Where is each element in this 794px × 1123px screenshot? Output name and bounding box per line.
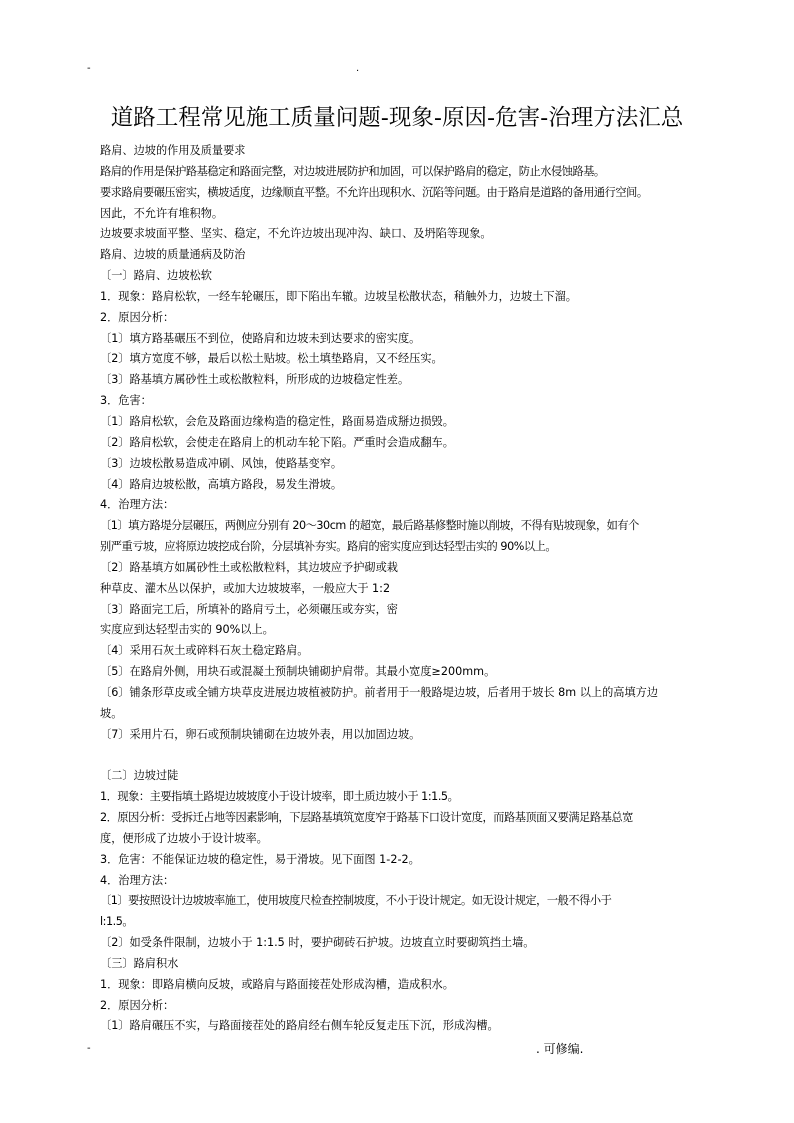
text-line: 路肩、边坡的质量通病及防治	[100, 248, 246, 262]
text-line: 要求路肩要碾压密实，横坡适度，边缘顺直平整。不允许出现积水、沉陷等问题。由于路肩是道路的备用通行空间。	[100, 185, 648, 199]
text-line: 〔1〕路肩松软，会危及路面边缘构造的稳定性，路面易造成掰边损毁。	[100, 414, 454, 428]
text-line: 2．原因分析：受拆迁占地等因素影响，下层路基填筑宽度窄于路基下口设计宽度，而路基顶面又要满足路基总宽	[100, 811, 633, 824]
text-line: 4．治理方法：	[100, 873, 175, 887]
text-line: 〔2〕如受条件限制，边坡小于 1:1.5 时，要护砌砖石护坡。边坡直立时要砌筑挡土墙。	[100, 936, 535, 950]
page-title: 道路工程常见施工质量问题-现象-原因-危害-治理方法汇总	[110, 105, 684, 131]
header-left-mark: -	[87, 63, 91, 74]
text-line: 别严重亏坡，应将原边坡挖成台阶，分层填补夯实。路肩的密实度应到达轻型击实的 90%以上。	[100, 540, 557, 554]
text-line: 路肩的作用是保护路基稳定和路面完整，对边坡进展防护和加固，可以保护路肩的稳定，防止水侵蚀路基。	[100, 164, 605, 178]
text-line: 〔1〕填方路基碾压不到位，使路肩和边坡未到达要求的密实度。	[100, 331, 421, 345]
text-line: 〔4〕采用石灰土或碎料石灰土稳定路肩。	[100, 644, 309, 658]
footer-left-mark: -	[87, 1043, 91, 1054]
text-line: 〔5〕在路肩外侧，用块石或混凝土预制块铺砌护肩带。其最小宽度≥200mm。	[100, 665, 496, 679]
text-line: 〔3〕边坡松散易造成冲刷、风蚀，使路基变窄。	[100, 456, 343, 470]
text-line: 1．现象：即路肩横向反坡，或路肩与路面接茬处形成沟槽，造成积水。	[100, 977, 454, 991]
text-line: 〔三〕路肩积水	[100, 956, 179, 970]
document-body	[100, 141, 700, 1037]
text-line: 4．治理方法：	[100, 498, 175, 512]
text-line: 〔2〕路基填方如属砂性土或松散粒料，其边坡应予护砌或栽	[100, 560, 398, 574]
text-line: 2．原因分析：	[100, 310, 175, 324]
text-line: 路肩、边坡的作用及质量要求	[100, 144, 246, 157]
text-line: 〔2〕路肩松软，会使走在路肩上的机动车轮下陷。严重时会造成翻车。	[100, 435, 454, 449]
text-line: 3．危害：	[100, 394, 152, 408]
text-line: 种草皮、灌木丛以保护，或加大边坡坡率，一般应大于 1:2	[100, 581, 391, 595]
text-line: 〔7〕采用片石，卵石或预制块铺砌在边坡外表，用以加固边坡。	[100, 727, 421, 741]
footer-editable-note: . 可修编.	[536, 1042, 584, 1056]
text-line: 〔2〕填方宽度不够，最后以松土贴坡。松土填垫路肩，又不经压实。	[100, 352, 443, 366]
text-line: 度，便形成了边坡小于设计坡率。	[100, 831, 268, 845]
text-line: 2．原因分析：	[100, 998, 175, 1012]
text-line: 实度应到达轻型击实的 90%以上。	[100, 623, 274, 637]
text-line: 〔6〕铺条形草皮或全铺方块草皮进展边坡植被防护。前者用于一般路堤边坡，后者用于坡长 8m 以上的高填方边	[100, 685, 659, 699]
text-line: l:1.5。	[100, 915, 134, 929]
text-line: 3．危害：不能保证边坡的稳定性，易于滑坡。见下面图 1-2-2。	[100, 852, 420, 866]
text-line: 〔1〕填方路堤分层碾压，两侧应分别有 20～30cm 的超宽，最后路基修整时施以削坡，不得有贴坡现象，如有个	[100, 519, 639, 533]
text-line: 〔1〕要按照设计边坡坡率施工，使用坡度尺检查控制坡度，不小于设计规定。如无设计规定，一般不得小于	[100, 894, 612, 908]
text-line: 〔4〕路肩边坡松散，高填方路段，易发生滑坡。	[100, 477, 343, 491]
text-line: 因此，不允许有堆积物。	[100, 206, 224, 220]
text-line: 1．现象：主要指填土路堤边坡坡度小于设计坡率，即土质边坡小于 1:1.5。	[100, 790, 459, 804]
text-line: 坡。	[100, 706, 123, 720]
text-line: 边坡要求坡面平整、坚实、稳定，不允许边坡出现冲沟、缺口、及坍陷等现象。	[100, 227, 492, 241]
text-line: 〔3〕路基填方属砂性土或松散粒料，所形成的边坡稳定性差。	[100, 373, 410, 387]
header-center-mark: .	[356, 63, 360, 74]
text-line: 〔1〕路肩碾压不实，与路面接茬处的路肩经右侧车轮反复走压下沉，形成沟槽。	[100, 1019, 499, 1033]
text-line: 1．现象：路肩松软，一经车轮碾压，即下陷出车辙。边坡呈松散状态，稍触外力，边坡土下溜。	[100, 289, 577, 303]
text-line: 〔二〕边坡过陡	[100, 769, 179, 783]
text-line: 〔3〕路面完工后，所填补的路肩亏土，必须碾压或夯实，密	[100, 602, 398, 616]
text-line: 〔一〕路肩、边坡松软	[100, 269, 212, 283]
text-line	[100, 745, 700, 766]
